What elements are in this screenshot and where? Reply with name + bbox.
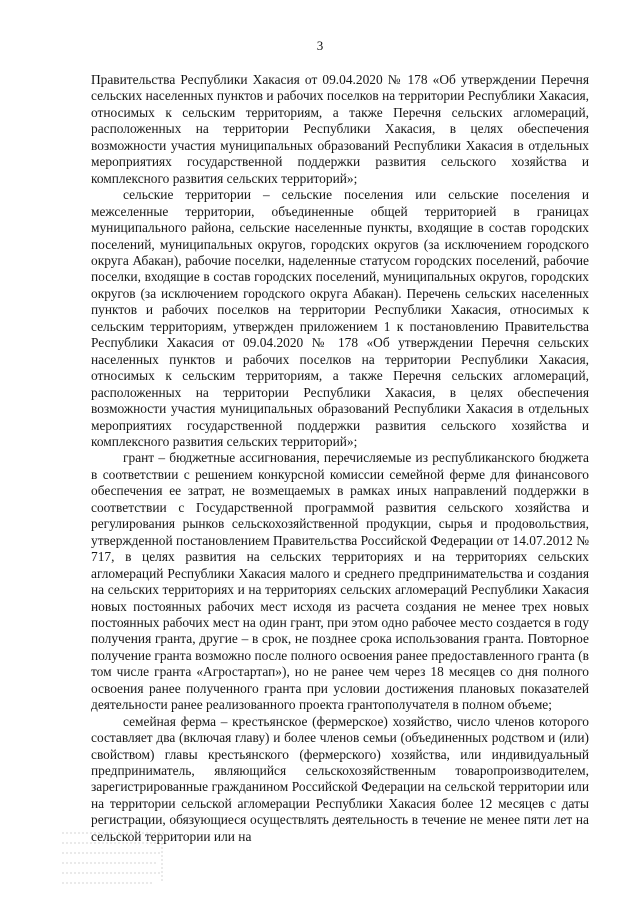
paragraph-rural-territories: сельские территории – сельские поселения или сельские поселения и межселенные территории, объединенные общей территорией в границах муниципального района, сельские населенные пункты, входящие в состав городских поселений, муниципальных округов, городских округов (за исключением городского округа Абакан), рабочие поселки, наделенные статусом городских поселений, рабочие поселки, входящие в состав городских поселений, муниципальных округов, городских округов (за исключением городского округа Абакан). Перечень сельских населенных пунктов и рабочих поселков на территории Республики Хакасия, относимых к сельским территориям, утвержден приложением 1 к постановлению Правительства Республики Хакасия от 09.04.2020 № 178 «Об утверждении Перечня сельских населенных пунктов и рабочих поселков на территории Республики Хакасия, относимых к сельским территориям, а также Перечня сельских агломераций, расположенных на территории Республики Хакасия, в целях обеспечения возможности участия муниципальных образований Республики Хакасия в отдельных мероприятиях государственной поддержки развития сельского хозяйства и комплексного развития сельских территорий»; [91, 187, 589, 449]
page-number: 3 [316, 38, 324, 53]
paragraph-continuation: Правительства Республики Хакасия от 09.04.2020 № 178 «Об утверждении Перечня сельских населенных пунктов и рабочих поселков на территории Республики Хакасия, относимых к сельским территориям, а также Перечня сельских агломераций, расположенных на территории Республики Хакасия, в целях обеспечения возможности участия муниципальных образований Республики Хакасия в отдельных мероприятиях государственной поддержки развития сельского хозяйства и комплексного развития сельских территорий»; [91, 72, 589, 186]
faded-stamp-mark [58, 829, 170, 893]
paragraph-grant: грант – бюджетные ассигнования, перечисляемые из республиканского бюджета в соответствии с решением конкурсной комиссии семейной ферме для финансового обеспечения ее затрат, не возмещаемых в рамках иных направлений поддержки в соответствии с Государственной программой развития сельского хозяйства и регулирования рынков сельскохозяйственной продукции, сырья и продовольствия, утвержденной постановлением Правительства Российской Федерации от 14.07.2012 № 717, в целях развития на сельских территориях и на территориях сельских агломераций Республики Хакасия малого и среднего предпринимательства и создания на сельских территориях и на территориях сельских агломераций Республики Хакасия новых постоянных рабочих мест исходя из расчета создания не менее трех новых постоянных рабочих мест на один грант, при этом одно рабочее место создается в году получения гранта, другие – в срок, не позднее срока использования гранта. Повторное получение гранта возможно после полного освоения ранее предоставленного гранта (в том числе гранта «Агростартап»), но не ранее чем через 18 месяцев со дня полного освоения ранее полученного гранта при условии достижения плановых показателей деятельности ранее реализованного проекта грантополучателя в полном объеме; [91, 450, 589, 713]
paragraph-family-farm: семейная ферма – крестьянское (фермерское) хозяйство, число членов которого составляет два (включая главу) и более членов семьи (объединенных родством и (или) свойством) главы крестьянского (фермерского) хозяйства, или индивидуальный предприниматель, являющийся сельскохозяйственным товаропроизводителем, зарегистрированные гражданином Российской Федерации на сельской территории или на территории сельской агломерации Республики Хакасия более 12 месяцев с даты регистрации, обязующиеся осуществлять деятельность в течение не менее пяти лет на сельской территории или на [91, 713, 589, 844]
document-body [91, 72, 589, 845]
